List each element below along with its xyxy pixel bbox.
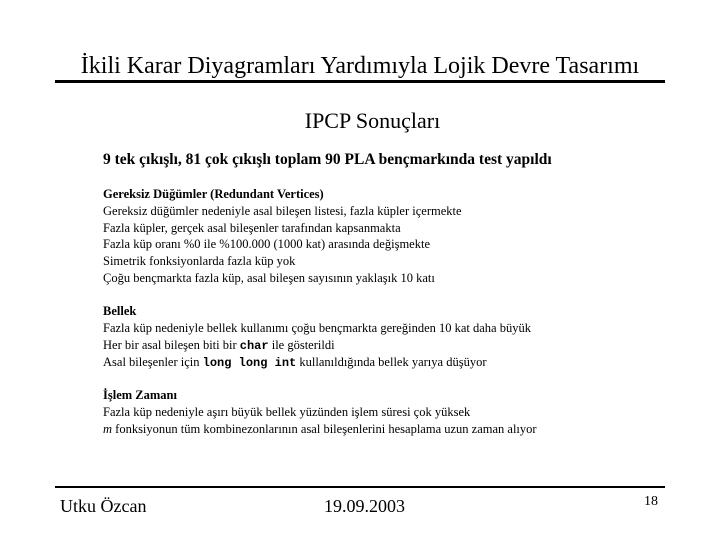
footer-date: 19.09.2003	[324, 496, 405, 516]
footer-author: Utku Özcan	[60, 496, 147, 516]
summary-line: 9 tek çıkışlı, 81 çok çıkışlı toplam 90 PLA bençmarkında test yapıldı	[103, 151, 552, 168]
redundant-line: Fazla küp oranı %0 ile %100.000 (1000 kat) arasında değişmekte	[103, 237, 430, 252]
memory-line	[103, 337, 531, 355]
variable-m: m	[103, 421, 113, 436]
redundant-line: Çoğu bençmarkta fazla küp, asal bileşen sayısının yaklaşık 10 katı	[103, 270, 435, 285]
processing-time-section	[103, 387, 537, 437]
memory-line: Fazla küp nedeniyle bellek kullanımı çoğu bençmarkta gereğinden 10 kat daha büyük	[103, 320, 531, 335]
processing-time-heading: İşlem Zamanı	[103, 388, 177, 402]
memory-text: Her bir asal bileşen biti bir	[103, 337, 240, 352]
redundant-line: Simetrik fonksiyonlarda fazla küp yok	[103, 254, 296, 269]
redundant-line: Gereksiz düğümler nedeniyle asal bileşen listesi, fazla küpler içermekte	[103, 203, 462, 218]
slide-title: İkili Karar Diyagramları Yardımıyla Lojik Devre Tasarımı	[80, 53, 640, 79]
time-text: fonksiyonun tüm kombinezonlarının asal bileşenlerini hesaplama uzun zaman alıyor	[112, 421, 537, 436]
memory-line	[103, 354, 531, 372]
redundant-line: Fazla küpler, gerçek asal bileşenler tarafından kapsanmakta	[103, 220, 401, 235]
code-long-long-int: long long int	[202, 356, 297, 371]
time-line: Fazla küp nedeniyle aşırı büyük bellek yüzünden işlem süresi çok yüksek	[103, 404, 471, 419]
memory-text: kullanıldığında bellek yarıya düşüyor	[296, 355, 487, 370]
page-number: 18	[644, 494, 658, 509]
memory-text: ile gösterildi	[268, 337, 335, 352]
memory-heading: Bellek	[103, 304, 137, 318]
code-char: char	[239, 338, 269, 353]
memory-text: Asal bileşenler için	[103, 355, 203, 370]
memory-section	[103, 303, 531, 372]
section-heading: IPCP Sonuçları	[304, 108, 441, 133]
footer-rule	[55, 486, 665, 488]
redundant-vertices-heading: Gereksiz Düğümler (Redundant Vertices)	[103, 187, 324, 201]
title-underline	[55, 80, 665, 83]
redundant-vertices-section	[103, 186, 462, 287]
time-line	[103, 421, 537, 438]
